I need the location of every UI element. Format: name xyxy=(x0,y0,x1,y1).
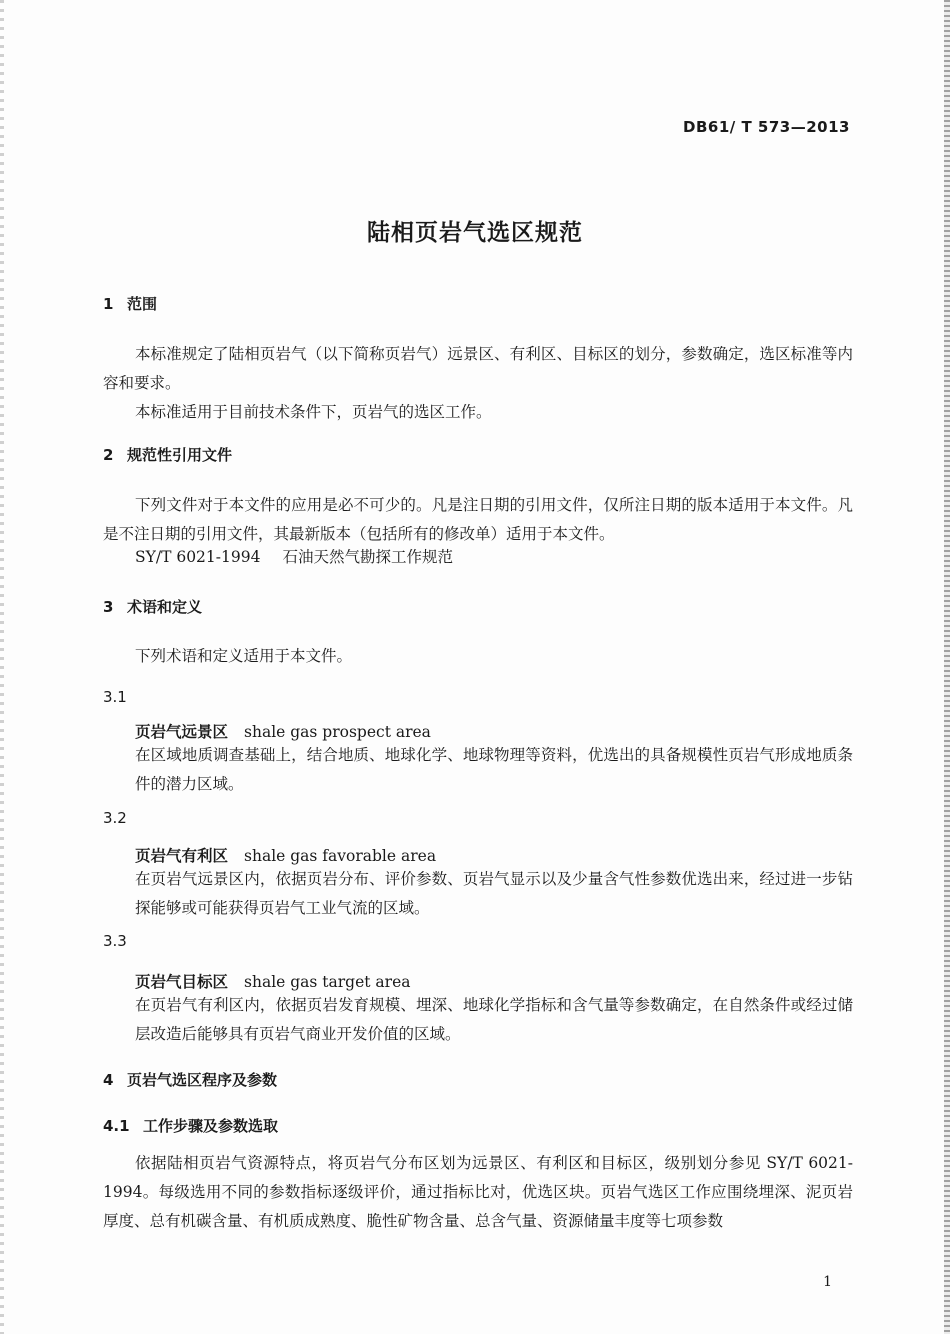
term-chinese: 页岩气目标区 xyxy=(135,973,229,991)
clause-title: 工作步骤及参数选取 xyxy=(143,1117,279,1135)
section-2-paragraph-1: 下列文件对于本文件的应用是必不可少的。凡是注日期的引用文件，仅所注日期的版本适用于本文件。凡是不注日期的引用文件，其最新版本（包括所有的修改单）适用于本文件。 xyxy=(103,496,853,543)
section-3-paragraph-1: 下列术语和定义适用于本文件。 xyxy=(135,647,353,665)
clause-3-3-number: 3.3 xyxy=(103,932,127,950)
term-3-2 xyxy=(135,844,436,866)
term-3-2-definition: 在页岩气远景区内，依据页岩分布、评价参数、页岩气显示以及少量含气性参数优选出来，经过进一步钻探能够或可能获得页岩气工业气流的区域。 xyxy=(135,870,853,917)
section-3-heading xyxy=(103,596,202,617)
scan-edge-right xyxy=(944,0,950,1334)
scan-edge-left xyxy=(0,0,4,1334)
term-chinese: 页岩气远景区 xyxy=(135,723,229,741)
clause-4-1-heading xyxy=(103,1115,278,1136)
term-english: shale gas prospect area xyxy=(244,723,431,741)
reference-title: 石油天然气勘探工作规范 xyxy=(282,548,453,566)
section-number: 3 xyxy=(103,598,114,616)
section-title: 页岩气选区程序及参数 xyxy=(127,1071,278,1089)
clause-number: 4.1 xyxy=(103,1117,130,1135)
reference-code: SY/T 6021-1994 xyxy=(135,548,261,566)
section-number: 2 xyxy=(103,446,114,464)
section-1-paragraph-1: 本标准规定了陆相页岩气（以下简称页岩气）远景区、有利区、目标区的划分，参数确定，选区标准等内容和要求。 xyxy=(103,345,853,392)
document-title: 陆相页岩气选区规范 xyxy=(367,220,583,246)
clause-3-2-number: 3.2 xyxy=(103,809,127,827)
term-english: shale gas target area xyxy=(244,973,411,991)
section-1-heading xyxy=(103,293,157,314)
page-number: 1 xyxy=(823,1274,832,1290)
clause-4-1-paragraph-1: 依据陆相页岩气资源特点，将页岩气分布区划为远景区、有利区和目标区，级别划分参见 SY/T 6021-1994。每级选用不同的参数指标逐级评价，通过指标比对，优选区块。页岩气选区工作应围绕埋深、泥页岩厚度、总有机碳含量、有机质成熟度、脆性矿物含量、总含气量、资源储量丰度等七项参数 xyxy=(103,1154,853,1230)
term-chinese: 页岩气有利区 xyxy=(135,847,229,865)
standard-code: DB61/ T 573—2013 xyxy=(683,118,850,136)
clause-3-1-number: 3.1 xyxy=(103,688,127,706)
term-3-3-definition: 在页岩气有利区内，依据页岩发育规模、埋深、地球化学指标和含气量等参数确定，在自然条件或经过储层改造后能够具有页岩气商业开发价值的区域。 xyxy=(135,996,853,1043)
section-title: 规范性引用文件 xyxy=(127,446,233,464)
term-3-3 xyxy=(135,970,411,992)
term-english: shale gas favorable area xyxy=(244,847,437,865)
normative-reference xyxy=(135,545,453,567)
section-1-paragraph-2: 本标准适用于目前技术条件下，页岩气的选区工作。 xyxy=(135,403,492,421)
section-4-heading xyxy=(103,1069,277,1090)
section-number: 4 xyxy=(103,1071,114,1089)
term-3-1-definition: 在区域地质调查基础上，结合地质、地球化学、地球物理等资料，优选出的具备规模性页岩气形成地质条件的潜力区域。 xyxy=(135,746,853,793)
section-title: 术语和定义 xyxy=(127,598,203,616)
term-3-1 xyxy=(135,720,431,742)
section-2-heading xyxy=(103,444,232,465)
section-title: 范围 xyxy=(127,295,158,313)
section-number: 1 xyxy=(103,295,114,313)
